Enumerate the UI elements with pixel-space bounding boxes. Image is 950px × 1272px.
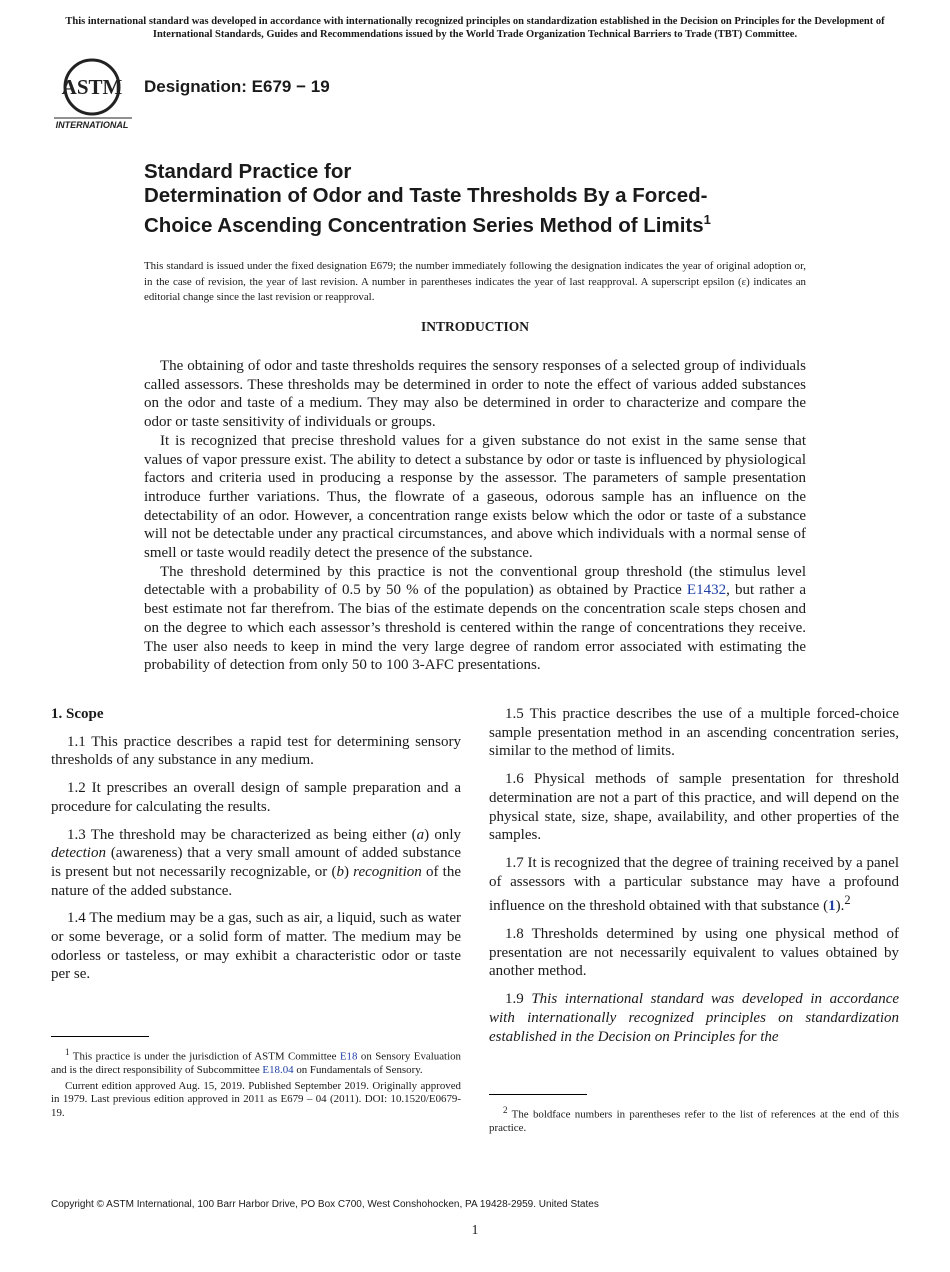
fn1-b: on Sensory Evaluation and is the direct responsibility of Subcommittee xyxy=(51,1050,461,1077)
footnote-2 xyxy=(489,1104,899,1138)
title-line-2: Determination of Odor and Taste Thresholds By a Forced- xyxy=(144,184,708,207)
section-1-7 xyxy=(489,854,899,916)
section-1-2: 1.2 It prescribes an overall design of sample preparation and a procedure for calculating the results. xyxy=(51,780,461,815)
intro-p3-text-b: , but rather a best estimate not far therefrom. The bias of the estimate depends on the concentration scale steps chosen and on the degree to which each assessor’s threshold is centered within the range of concentrations they receive. The user also needs to keep in mind the very large degree of random error associated with estimating the probability of detection from only 50 to 100 3-AFC presentations. xyxy=(144,582,806,674)
document-title xyxy=(144,160,844,238)
e1432-link[interactable]: E1432 xyxy=(686,582,727,599)
title-footnote-mark[interactable]: 1 xyxy=(703,212,711,227)
section-1-1: 1.1 This practice describes a rapid test for determining sensory thresholds of any substance in any medium. xyxy=(51,733,461,769)
s13-b: a xyxy=(416,826,425,843)
fn1-a: This practice is under the jurisdiction of ASTM Committee xyxy=(69,1050,340,1063)
footnote-1-p2: Current edition approved Aug. 15, 2019. Published September 2019. Originally approved in 1979. Last previous edition approved in 2011 as E679 – 04 (2011). DOI: 10.1520/E0679-19. xyxy=(51,1079,461,1119)
s17-b: ). xyxy=(835,898,845,915)
s13-e: (awareness) that a very small amount of added substance is present but not necessarily recognizable, or ( xyxy=(51,845,461,880)
intro-p3-text-a: The threshold determined by this practice is not the conventional group threshold (the stimulus level detectable with a probability of 0.5 by 50 % of the population) as obtained by Practice xyxy=(144,563,806,599)
s17-a: 1.7 It is recognized that the degree of training received by a panel of assessors with a particular substance may have a profound influence on the threshold obtained with that substance ( xyxy=(489,854,899,915)
s13-h: recognition xyxy=(353,863,422,880)
astm-logo-icon xyxy=(52,58,136,134)
section-1-6: 1.6 Physical methods of sample presentation for threshold determination are not a part of this practice, and will depend on the physical state, size, shape, availability, and other properties of the samples. xyxy=(489,771,899,844)
footnote-rule-right xyxy=(489,1094,587,1095)
e18-link[interactable]: E18 xyxy=(339,1050,358,1063)
fn2-text: The boldface numbers in parentheses refer to the list of references at the end of this practice. xyxy=(489,1108,899,1135)
s13-a: 1.3 The threshold may be characterized as being either ( xyxy=(67,826,417,843)
section-1-5: 1.5 This practice describes the use of a multiple forced-choice sample presentation method in an ascending concentration series, similar to the method of limits. xyxy=(489,706,899,760)
s13-d: detection xyxy=(51,845,106,862)
introduction-body xyxy=(144,357,806,675)
section-1-4: 1.4 The medium may be a gas, such as air, a liquid, such as water or some beverage, or a solid form of matter. The medium may be odorless or tasteless, or may exhibit a characteristic odor or taste per se. xyxy=(51,910,461,983)
introduction-heading: INTRODUCTION xyxy=(420,319,529,334)
e18-04-link[interactable]: E18.04 xyxy=(262,1064,294,1077)
tbt-notice: This international standard was developed in accordance with internationally recognized principles on standardization established in the Decision on Principles for the Development of International Standards, Guides and Recommendations issued by the World Trade Organization Technical Barriers to Trade (TBT) Committee. xyxy=(65,16,885,40)
section-1-9 xyxy=(489,990,899,1046)
right-column xyxy=(489,705,899,1055)
fn1-c: on Fundamentals of Sensory. xyxy=(293,1064,423,1077)
section-1-3 xyxy=(51,826,461,901)
intro-paragraph-1: The obtaining of odor and taste thresholds requires the sensory responses of a selected group of individuals called assessors. These thresholds may be determined in order to note the effect of various added substances on the odor and taste of a medium. They may also be determined in order to characterize and compare the odor or taste sensitivity of individuals or groups. xyxy=(144,358,806,431)
fn1-mark: 1 xyxy=(65,1047,70,1057)
s19-num: 1.9 xyxy=(505,991,532,1008)
s19-text: This international standard was developed in accordance with internationally recognized principles on standardization established in the Decision on Principles for the xyxy=(489,991,900,1045)
logo-letters: ASTM xyxy=(61,75,123,99)
intro-paragraph-2: It is recognized that precise threshold values for a given substance do not exist in the same sense that values of vapor pressure exist. The ability to detect a substance by odor or taste is influenced by physiological factors and criteria used in producing a response by the assessor. The parameters of sample presentation introduce further variations. Thus, the flowrate of a gaseous, odorous sample has an influence on the detectability of an odor. However, a concentration range exists below which the odor or taste of a substance will not be detectable under any practical circumstances, and above which individuals with a normal sense of smell or taste would readily detect the presence of the substance. xyxy=(144,432,806,562)
logo-subtext: INTERNATIONAL xyxy=(55,120,129,130)
section-1-8: 1.8 Thresholds determined by using one physical method of presentation are not necessarily equivalent to values obtained by another method. xyxy=(489,926,899,980)
designation: Designation: E679 − 19 xyxy=(144,77,330,96)
s13-f: b xyxy=(336,863,344,880)
footnote-1-p1 xyxy=(51,1046,461,1078)
footnote-1 xyxy=(51,1046,461,1123)
page-number: 1 xyxy=(471,1222,479,1237)
footnote-2-mark[interactable]: 2 xyxy=(844,893,851,908)
s13-i: of the nature of the added substance. xyxy=(51,863,461,899)
astm-logo xyxy=(52,58,136,134)
title-line-3: Choice Ascending Concentration Series Method of Limits xyxy=(144,213,704,237)
issued-note: This standard is issued under the fixed designation E679; the number immediately following the designation indicates the year of original adoption or, in the case of revision, the year of last revision. A number in parentheses indicates the year of last reapproval. A superscript epsilon (ε) indicates an editorial change since the last revision or reapproval. xyxy=(144,260,806,303)
intro-paragraph-3 xyxy=(144,563,806,675)
fn2-mark: 2 xyxy=(503,1105,508,1115)
scope-heading: 1. Scope xyxy=(51,706,104,722)
title-line-1: Standard Practice for xyxy=(144,160,352,183)
footnote-2-p1 xyxy=(489,1104,899,1136)
s13-g: ) xyxy=(343,863,354,880)
copyright-footer: Copyright © ASTM International, 100 Barr Harbor Drive, PO Box C700, West Conshohocken, PA 19428-2959. United States xyxy=(51,1199,599,1210)
reference-1-link[interactable]: 1 xyxy=(828,898,836,915)
left-column xyxy=(51,705,461,993)
s13-c: ) only xyxy=(424,826,461,843)
footnote-rule-left xyxy=(51,1036,149,1037)
